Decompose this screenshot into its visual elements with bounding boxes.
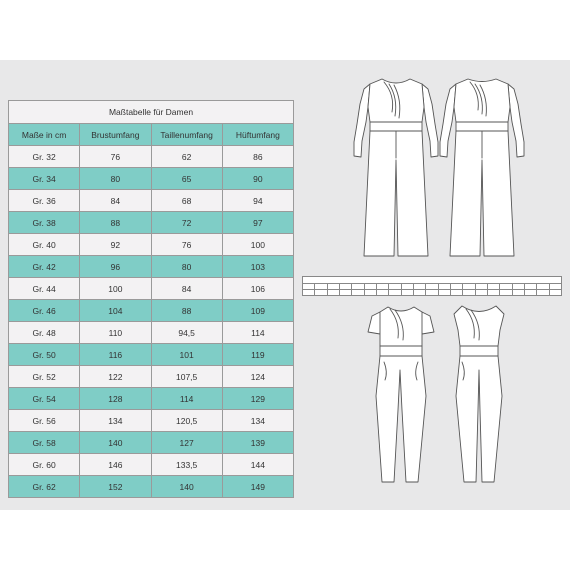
hip-cell: 94 (222, 190, 293, 212)
hip-cell: 100 (222, 234, 293, 256)
waist-cell: 114 (151, 388, 222, 410)
bust-cell: 146 (80, 454, 151, 476)
hip-cell: 86 (222, 146, 293, 168)
bust-cell: 116 (80, 344, 151, 366)
waist-cell: 84 (151, 278, 222, 300)
bust-cell: 134 (80, 410, 151, 432)
column-header-hip: Hüftumfang (222, 124, 293, 146)
size-label-cell: Gr. 38 (9, 212, 80, 234)
column-header-sizes: Maße in cm (9, 124, 80, 146)
hip-cell: 139 (222, 432, 293, 454)
waist-cell: 65 (151, 168, 222, 190)
bust-cell: 92 (80, 234, 151, 256)
size-label-cell: Gr. 46 (9, 300, 80, 322)
waist-cell: 127 (151, 432, 222, 454)
hip-cell: 144 (222, 454, 293, 476)
hip-cell: 97 (222, 212, 293, 234)
size-label-cell: Gr. 44 (9, 278, 80, 300)
size-label-cell: Gr. 42 (9, 256, 80, 278)
hip-cell: 90 (222, 168, 293, 190)
waist-cell: 80 (151, 256, 222, 278)
size-label-cell: Gr. 50 (9, 344, 80, 366)
size-label-cell: Gr. 56 (9, 410, 80, 432)
size-label-cell: Gr. 40 (9, 234, 80, 256)
size-label-cell: Gr. 32 (9, 146, 80, 168)
hip-cell: 114 (222, 322, 293, 344)
size-label-cell: Gr. 62 (9, 476, 80, 498)
waist-cell: 94,5 (151, 322, 222, 344)
hip-cell: 106 (222, 278, 293, 300)
jumpsuit-sleeveless-back-illustration (454, 306, 504, 482)
column-header-waist: Taillenumfang (151, 124, 222, 146)
waist-cell: 88 (151, 300, 222, 322)
size-label-cell: Gr. 58 (9, 432, 80, 454)
bust-cell: 110 (80, 322, 151, 344)
bust-cell: 96 (80, 256, 151, 278)
bust-cell: 140 (80, 432, 151, 454)
bust-cell: 152 (80, 476, 151, 498)
bust-cell: 84 (80, 190, 151, 212)
jumpsuit-long-sleeve-back-illustration (440, 79, 524, 256)
bust-cell: 122 (80, 366, 151, 388)
size-chart-title: Maßtabelle für Damen (9, 101, 294, 124)
hip-cell: 103 (222, 256, 293, 278)
hip-cell: 134 (222, 410, 293, 432)
hip-cell: 109 (222, 300, 293, 322)
waist-cell: 107,5 (151, 366, 222, 388)
size-label-cell: Gr. 48 (9, 322, 80, 344)
column-header-bust: Brustumfang (80, 124, 151, 146)
size-label-cell: Gr. 60 (9, 454, 80, 476)
bust-cell: 88 (80, 212, 151, 234)
bust-cell: 104 (80, 300, 151, 322)
size-label-cell: Gr. 52 (9, 366, 80, 388)
waist-cell: 68 (151, 190, 222, 212)
bust-cell: 100 (80, 278, 151, 300)
bust-cell: 80 (80, 168, 151, 190)
size-label-cell: Gr. 54 (9, 388, 80, 410)
jumpsuit-long-sleeve-front-illustration (354, 79, 438, 256)
hip-cell: 149 (222, 476, 293, 498)
size-label-cell: Gr. 36 (9, 190, 80, 212)
hip-cell: 129 (222, 388, 293, 410)
waist-cell: 133,5 (151, 454, 222, 476)
jumpsuit-short-sleeve-front-illustration (368, 307, 434, 482)
hip-cell: 119 (222, 344, 293, 366)
size-label-cell: Gr. 34 (9, 168, 80, 190)
waist-cell: 62 (151, 146, 222, 168)
waist-cell: 76 (151, 234, 222, 256)
waist-cell: 140 (151, 476, 222, 498)
bust-cell: 128 (80, 388, 151, 410)
waist-cell: 101 (151, 344, 222, 366)
waist-cell: 120,5 (151, 410, 222, 432)
hip-cell: 124 (222, 366, 293, 388)
bust-cell: 76 (80, 146, 151, 168)
waist-cell: 72 (151, 212, 222, 234)
